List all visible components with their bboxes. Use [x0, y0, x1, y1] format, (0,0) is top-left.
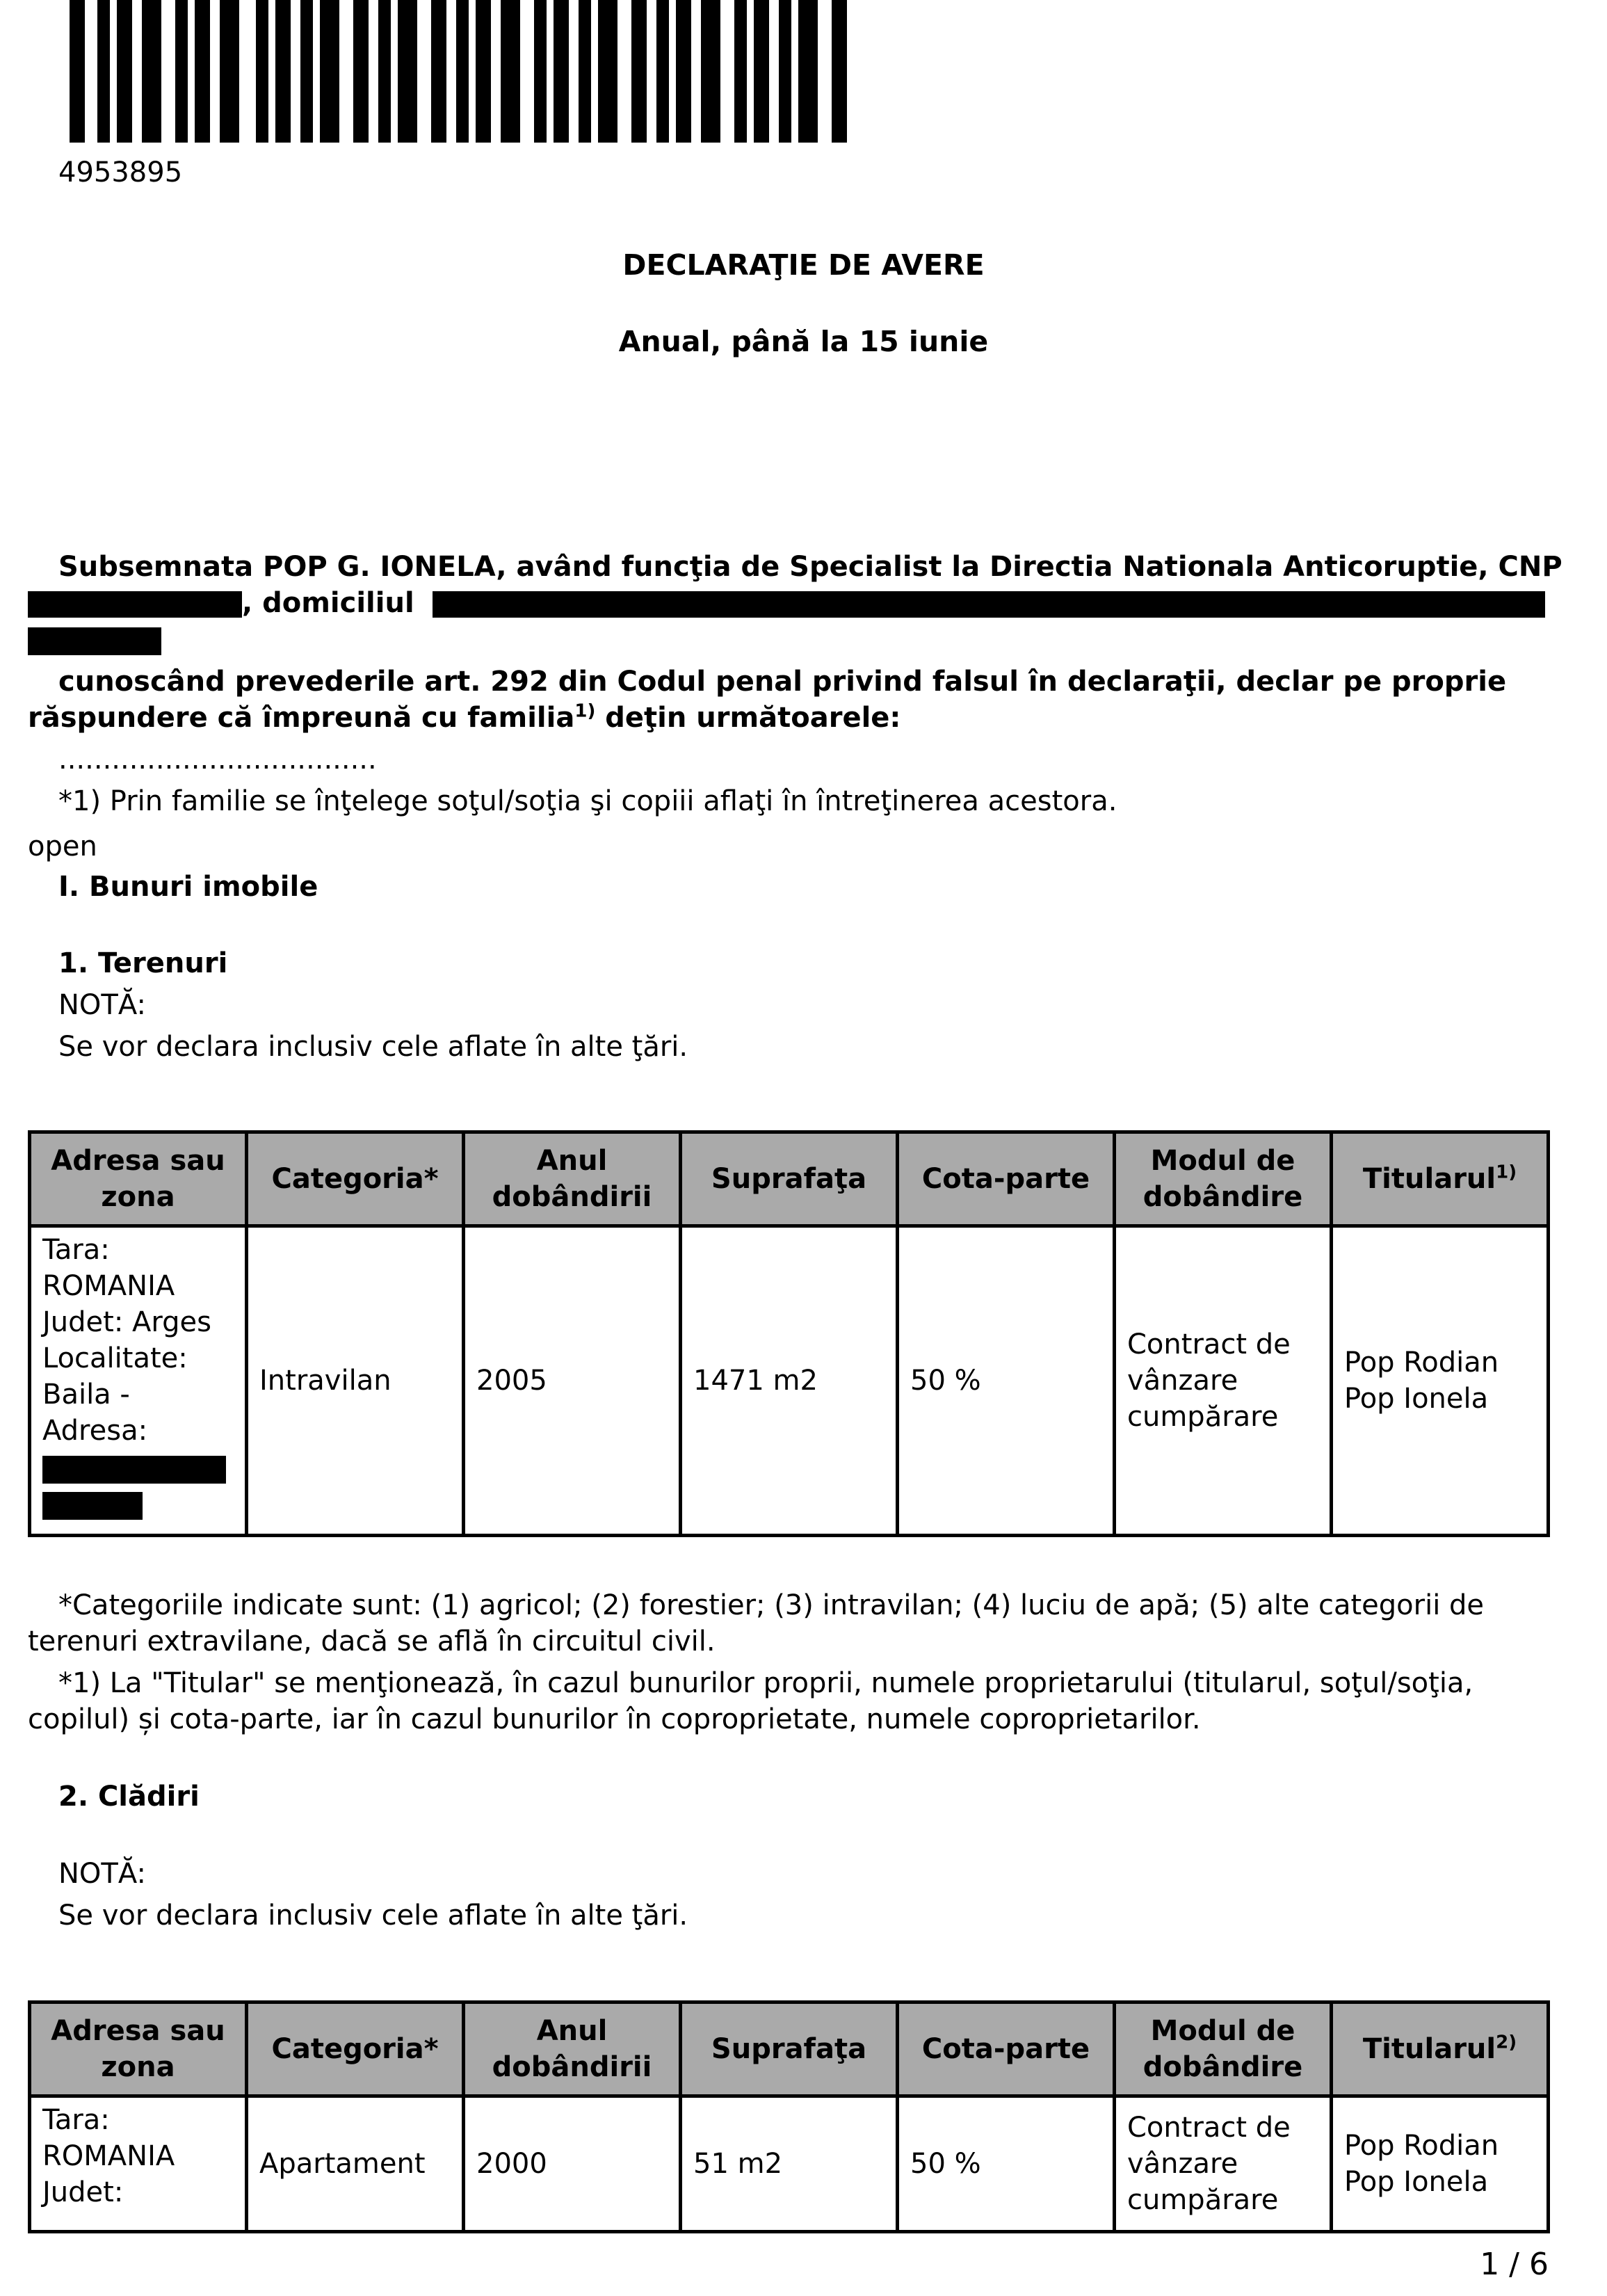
- footnote-ref: 1): [574, 700, 596, 722]
- col-header-category: Categoria*: [247, 1132, 464, 1226]
- redacted-cnp: [28, 591, 242, 618]
- table-row: [30, 1226, 1549, 1536]
- cell-owner: Pop Rodian Pop Ionela: [1332, 2096, 1549, 2232]
- cell-address: Tara: ROMANIA Judet: Arges Localitate: Baila - Adresa:: [30, 1226, 247, 1536]
- cell-area: 1471 m2: [681, 1226, 898, 1536]
- barcode-bar: [300, 0, 313, 143]
- document-title: DECLARAŢIE DE AVERE: [622, 248, 985, 282]
- barcode-bar: [554, 0, 569, 143]
- cladiri-table: [28, 2000, 1550, 2233]
- barcode-bar: [676, 0, 691, 143]
- barcode-bar: [476, 0, 491, 143]
- barcode-graphic: [70, 0, 859, 143]
- redacted-address: [42, 1456, 226, 1484]
- col-header-owner: Titularul$^{1)}$: [1332, 1132, 1549, 1226]
- intro-line1: Subsemnata POP G. IONELA, având funcţia de Specialist la Directia Nationala Anticoruptie, CNP: [58, 551, 1562, 583]
- barcode-bar: [656, 0, 669, 143]
- domicile-label: , domiciliul: [242, 587, 414, 619]
- categories-note-line2: terenuri extravilane, dacă se află în circuitul civil.: [28, 1625, 716, 1657]
- intro-line3: răspundere că împreună cu familia$^{1)}$ deţin următoarele:: [28, 700, 901, 734]
- titular-note-line2: copilul) și cota-parte, iar în cazul bunurilor în coproprietate, numele coproprietarilor.: [28, 1703, 1201, 1735]
- barcode-bar: [378, 0, 391, 143]
- col-header-owner: Titularul$^{2)}$: [1332, 2002, 1549, 2096]
- barcode-bar: [534, 0, 547, 143]
- col-header-year: Anul dobândirii: [464, 2002, 681, 2096]
- intro-line2: cunoscând prevederile art. 292 din Codul penal privind falsul în declaraţii, declar pe proprie: [58, 666, 1507, 698]
- nota-label-1: NOTĂ:: [58, 989, 146, 1021]
- nota-text-2: Se vor declara inclusiv cele aflate în alte ţări.: [58, 1900, 688, 1932]
- family-footnote: *1) Prin familie se înţelege soţul/soţia şi copiii aflaţi în întreţinerea acestora.: [58, 785, 1117, 817]
- cell-category: Intravilan: [247, 1226, 464, 1536]
- barcode-bar: [256, 0, 268, 143]
- col-header-mode: Modul de dobândire: [1115, 2002, 1332, 2096]
- cell-area: 51 m2: [681, 2096, 898, 2232]
- barcode-bar: [320, 0, 339, 143]
- col-header-year: Anul dobândirii: [464, 1132, 681, 1226]
- table-header-row: [30, 2002, 1549, 2096]
- barcode-bar: [175, 0, 188, 143]
- barcode-number: 4953895: [58, 156, 183, 188]
- cell-mode: Contract de vânzare cumpărare: [1115, 1226, 1332, 1536]
- barcode-bar: [117, 0, 132, 143]
- table-header-row: [30, 1132, 1549, 1226]
- barcode-bar: [798, 0, 818, 143]
- barcode-bar: [353, 0, 369, 143]
- cell-share: 50 %: [898, 2096, 1115, 2232]
- barcode-bar: [734, 0, 747, 143]
- terenuri-table: [28, 1130, 1550, 1537]
- cell-mode: Contract de vânzare cumpărare: [1115, 2096, 1332, 2232]
- barcode-bar: [701, 0, 720, 143]
- titular-note-line1: *1) La "Titular" se menţionează, în cazul bunurilor proprii, numele proprietarului (titularul, soţul/soţia,: [58, 1667, 1473, 1699]
- barcode-bar: [631, 0, 647, 143]
- col-header-share: Cota-parte: [898, 2002, 1115, 2096]
- nota-text-1: Se vor declara inclusiv cele aflate în alte ţări.: [58, 1031, 688, 1063]
- section-title-imobile: I. Bunuri imobile: [58, 871, 318, 903]
- barcode-bar: [275, 0, 291, 143]
- barcode-bar: [431, 0, 446, 143]
- barcode-bar: [97, 0, 110, 143]
- cell-category: Apartament: [247, 2096, 464, 2232]
- redacted-address-cont: [42, 1492, 143, 1520]
- table-row: [30, 2096, 1549, 2232]
- barcode-bar: [142, 0, 161, 143]
- barcode-bar: [456, 0, 469, 143]
- barcode-bar: [70, 0, 85, 143]
- intro-dots: ....................................: [58, 744, 377, 776]
- barcode-bar: [398, 0, 417, 143]
- categories-note-line1: *Categoriile indicate sunt: (1) agricol; (2) forestier; (3) intravilan; (4) luciu de apă; (5) alte categorii de: [58, 1589, 1485, 1621]
- barcode-bar: [195, 0, 210, 143]
- col-header-area: Suprafaţa: [681, 2002, 898, 2096]
- col-header-area: Suprafaţa: [681, 1132, 898, 1226]
- subsection-title-cladiri: 2. Clădiri: [58, 1781, 200, 1813]
- cell-year: 2000: [464, 2096, 681, 2232]
- col-header-address: Adresa sau zona: [30, 2002, 247, 2096]
- document-subtitle: Anual, până la 15 iunie: [618, 325, 989, 358]
- page-number: 1 / 6: [1480, 2247, 1549, 2282]
- open-label: open: [28, 830, 97, 862]
- barcode-bar: [598, 0, 617, 143]
- barcode-bar: [754, 0, 769, 143]
- barcode-bar: [501, 0, 520, 143]
- nota-label-2: NOTĂ:: [58, 1858, 146, 1890]
- redacted-domicile-cont: [28, 627, 161, 655]
- subsection-title-terenuri: 1. Terenuri: [58, 947, 228, 979]
- barcode-bar: [779, 0, 791, 143]
- cell-address: Tara: ROMANIA Judet:: [30, 2096, 247, 2232]
- intro-domicile-line: [28, 584, 1545, 622]
- cell-year: 2005: [464, 1226, 681, 1536]
- col-header-mode: Modul de dobândire: [1115, 1132, 1332, 1226]
- cell-owner: Pop Rodian Pop Ionela: [1332, 1226, 1549, 1536]
- barcode-bar: [832, 0, 847, 143]
- redacted-domicile: [433, 591, 1545, 618]
- barcode-bar: [220, 0, 239, 143]
- col-header-category: Categoria*: [247, 2002, 464, 2096]
- col-header-address: Adresa sau zona: [30, 1132, 247, 1226]
- col-header-share: Cota-parte: [898, 1132, 1115, 1226]
- barcode-bar: [579, 0, 591, 143]
- cell-share: 50 %: [898, 1226, 1115, 1536]
